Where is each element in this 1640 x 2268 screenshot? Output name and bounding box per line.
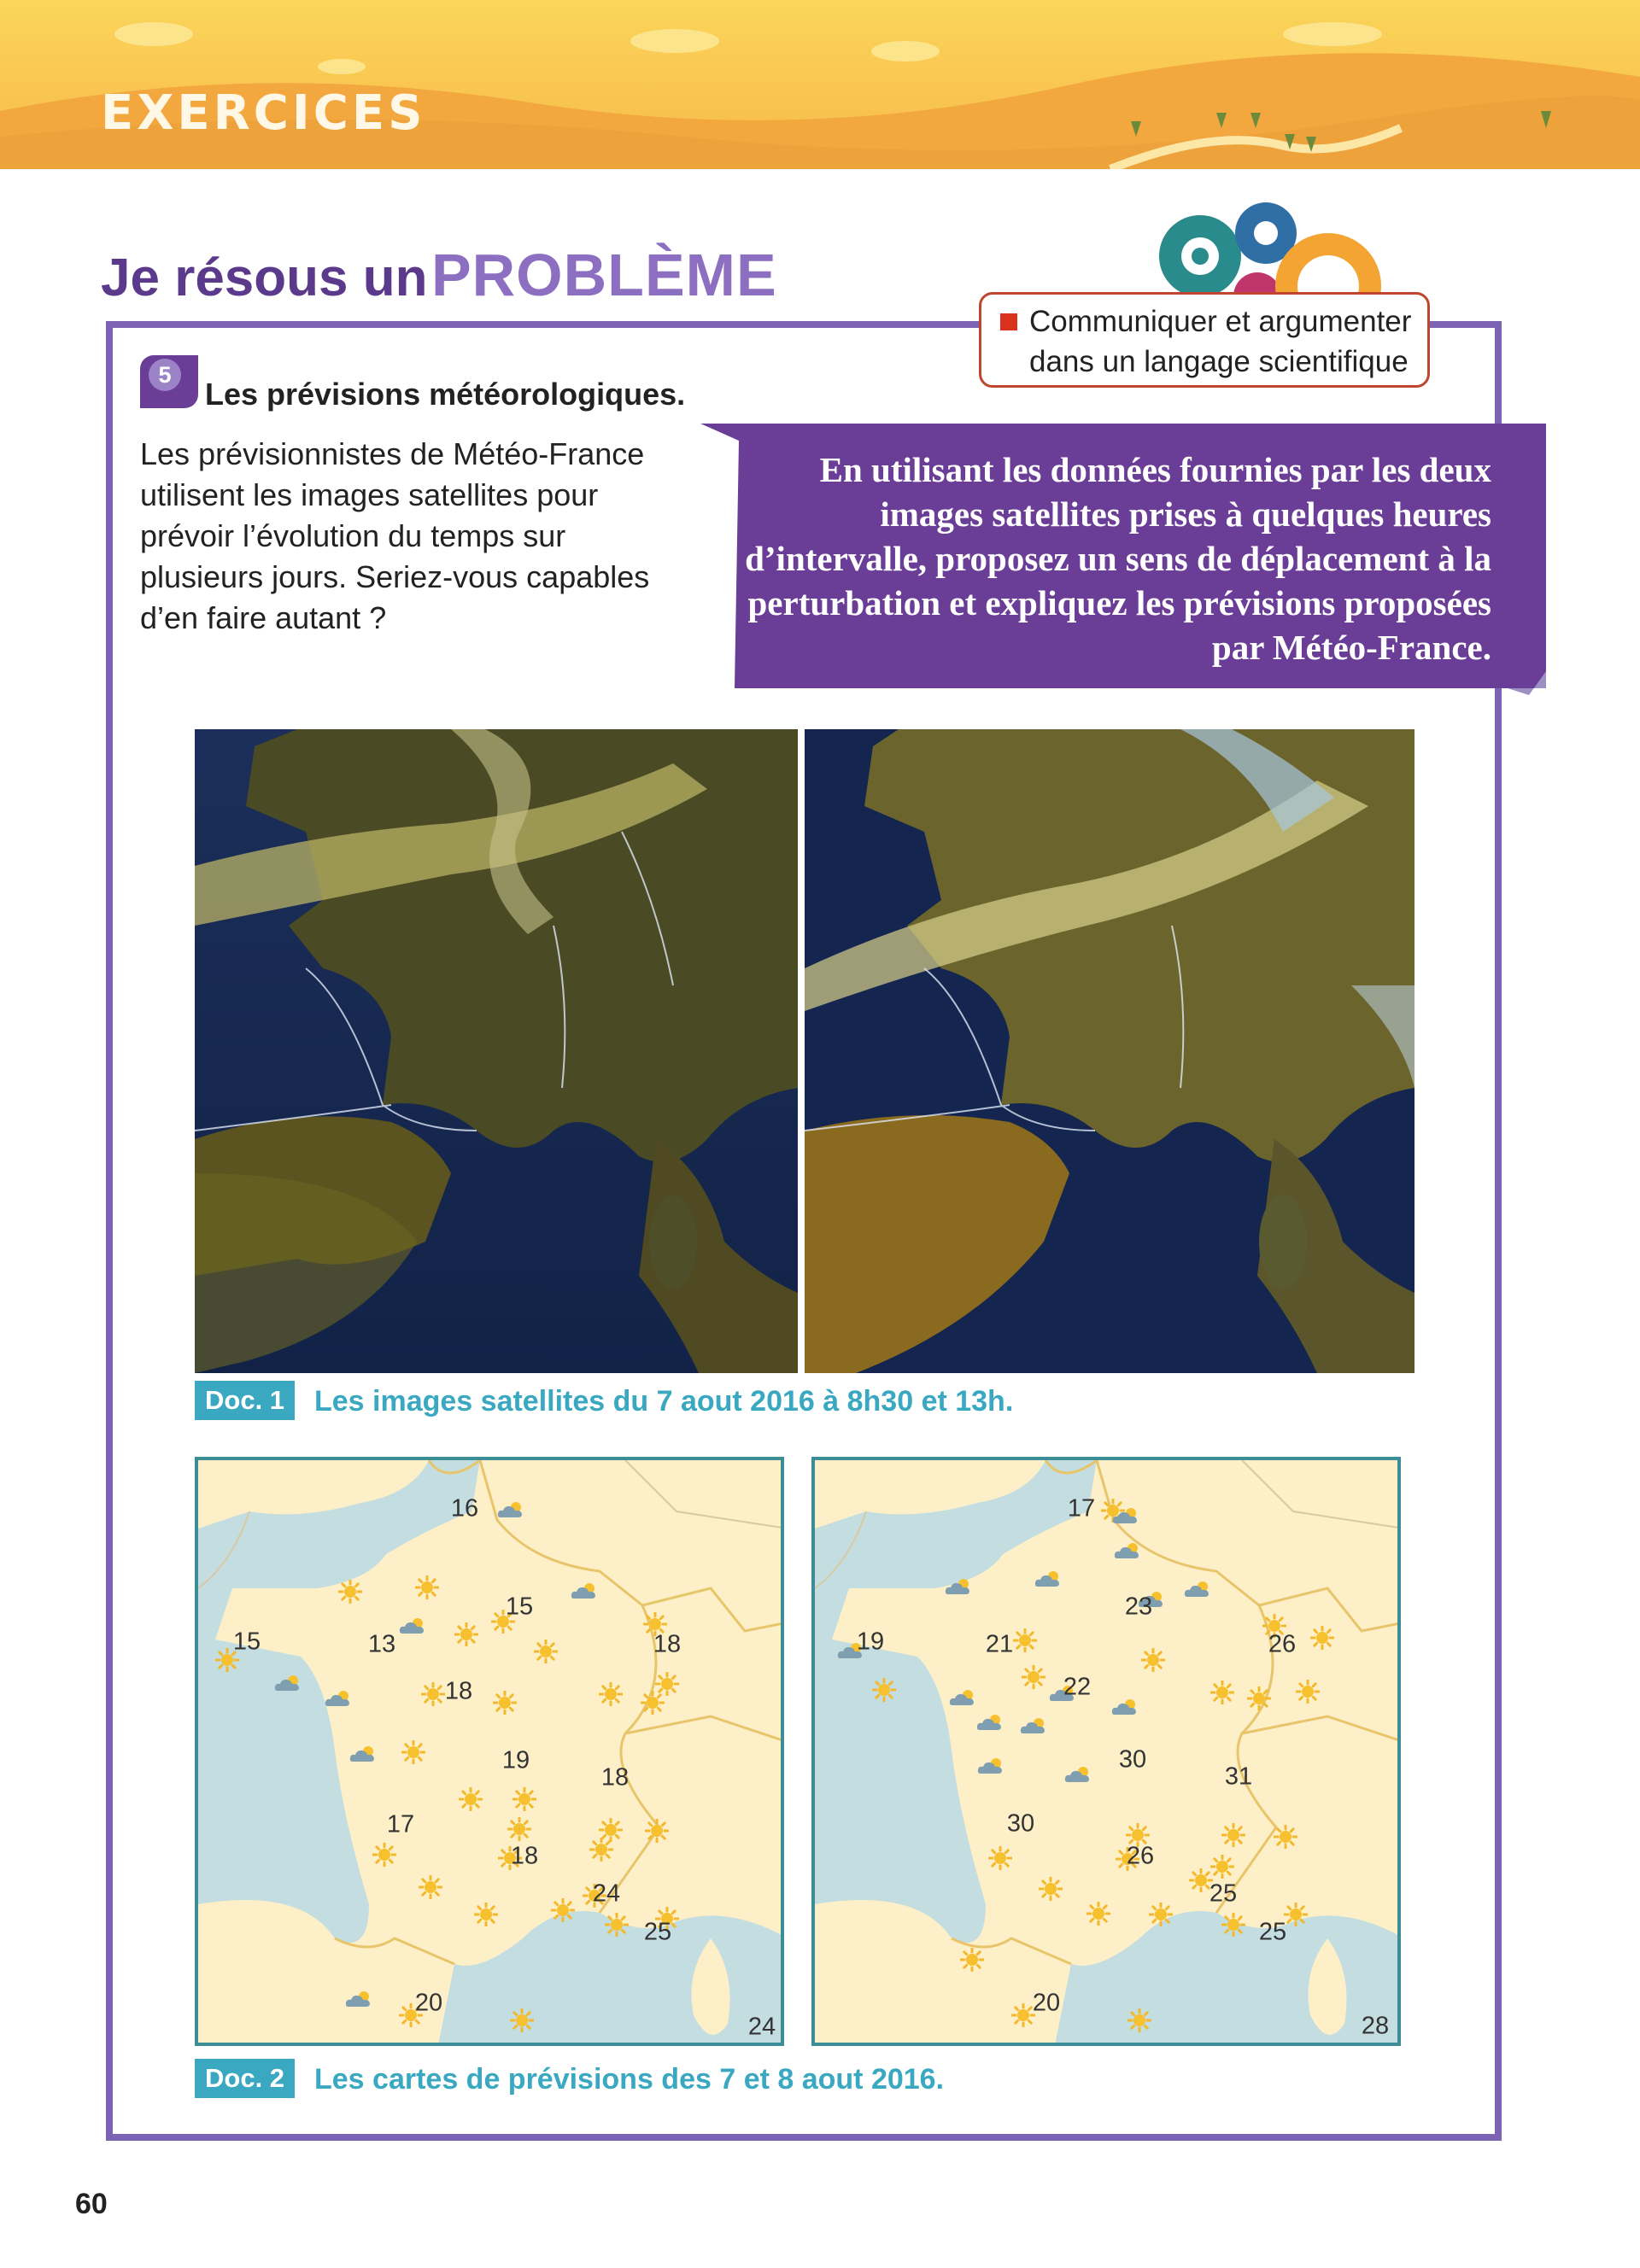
map1-temperature: 20 [414,1989,443,2017]
exercise-number: 5 [149,359,181,391]
map1-temperature: 18 [510,1842,539,1870]
exercise-number-badge [140,355,198,408]
exercise-title: Les prévisions météorologiques. [205,377,686,412]
section-title-part1: Je résous un [101,248,428,307]
skill-text: Communiquer et argumenter dans un langage scientifique [1029,305,1412,378]
forecast-map-aug8 [811,1457,1401,2046]
map1-temperature: 25 [643,1918,672,1946]
section-title-part2: PROBLÈME [430,242,777,308]
satellite-image-afternoon [805,729,1414,1373]
map1-temperature: 15 [505,1593,534,1621]
page-number: 60 [75,2188,108,2220]
map2-temperature: 28 [1361,2012,1390,2040]
map2-temperature: 30 [1118,1745,1147,1774]
doc1-label: Doc. 1 [195,1381,295,1420]
map2-temperature: 26 [1126,1842,1155,1870]
map2-temperature: 20 [1032,1989,1061,2017]
map2-temperature: 25 [1258,1918,1287,1946]
map2-temperature: 22 [1063,1673,1092,1701]
header-banner [0,0,1640,169]
doc2-label: Doc. 2 [195,2059,295,2098]
map2-temperature: 26 [1268,1630,1297,1658]
map1-temperature: 24 [592,1879,621,1908]
map1-temperature: 18 [444,1677,473,1705]
map1-temperature: 18 [600,1763,630,1792]
map1-temperature: 16 [450,1494,479,1523]
map1-temperature: 18 [653,1630,682,1658]
map1-temperature: 19 [501,1746,530,1774]
map1-temperature: 15 [232,1628,261,1656]
map2-temperature: 23 [1124,1593,1153,1621]
doc2-caption: Les cartes de prévisions des 7 et 8 aout 2016. [314,2063,945,2096]
map2-temperature: 17 [1067,1494,1096,1523]
task-text: En utilisant les données fournies par les deux images satellites prises à quelques heures d’intervalle, proposez un sens de déplacement à la perturbation et expliquez les prévisions proposées par Météo-France. [745,450,1491,667]
banner-title: EXERCICES [101,85,426,141]
map2-temperature: 31 [1224,1762,1253,1791]
map1-temperature: 13 [367,1630,396,1658]
section-title [101,241,777,309]
doc1-caption: Les images satellites du 7 aout 2016 à 8h30 et 13h. [314,1385,1014,1418]
map2-temperature: 30 [1006,1809,1035,1838]
map2-temperature: 21 [985,1630,1014,1658]
map2-temperature: 19 [856,1628,885,1656]
exercise-intro: Les prévisionnistes de Météo-France utilisent les images satellites pour prévoir l’évolution du temps sur plusieurs jours. Seriez-vous capables d’en faire autant ? [140,436,650,635]
satellite-image-morning [195,729,798,1373]
map1-temperature: 24 [747,2013,776,2041]
map2-temperature: 25 [1209,1879,1238,1908]
skill-marker [1000,313,1017,330]
skill-box [979,292,1430,388]
map1-temperature: 17 [386,1810,415,1838]
forecast-map-aug7 [195,1457,784,2046]
